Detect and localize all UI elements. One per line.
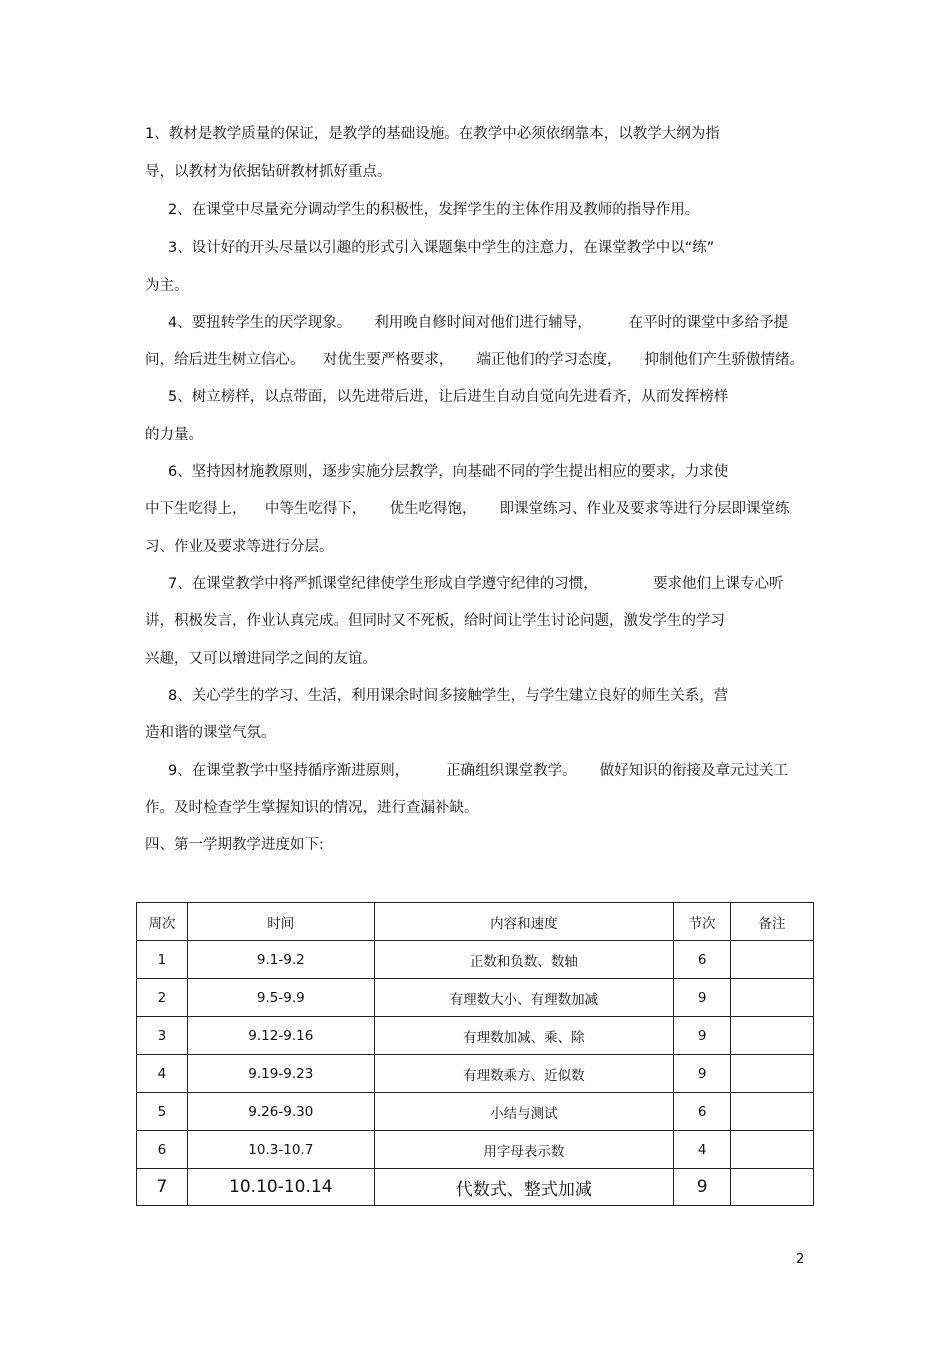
para-9-line-1: 9、在课堂教学中坚持循序渐进原则， 正确组织课堂教学。 做好知识的衔接及章元过关工 — [168, 763, 789, 779]
cell-sessions: 9 — [674, 979, 731, 1017]
cell-week: 3 — [137, 1017, 188, 1055]
para-6-line-2: 中下生吃得上， 中等生吃得下， 优生吃得饱， 即课堂练习、作业及要求等进行分层即课堂练 — [145, 501, 790, 517]
cell-remarks — [731, 1131, 814, 1169]
cell-week: 1 — [137, 941, 188, 979]
page-number: 2 — [796, 1252, 805, 1267]
cell-sessions: 9 — [674, 1017, 731, 1055]
cell-time: 9.12-9.16 — [187, 1017, 374, 1055]
cell-content: 代数式、整式加减 — [374, 1169, 674, 1206]
cell-time: 10.3-10.7 — [187, 1131, 374, 1169]
table-row — [137, 979, 814, 1017]
cell-week: 7 — [137, 1169, 188, 1206]
cell-time: 9.26-9.30 — [187, 1093, 374, 1131]
cell-remarks — [731, 1017, 814, 1055]
cell-remarks — [731, 1055, 814, 1093]
table-row — [137, 1017, 814, 1055]
cell-sessions: 6 — [674, 1093, 731, 1131]
cell-remarks — [731, 1093, 814, 1131]
para-2-line-1: 2、在课堂中尽量充分调动学生的积极性，发挥学生的主体作用及教师的指导作用。 — [168, 202, 700, 218]
cell-content: 有理数大小、有理数加减 — [374, 979, 674, 1017]
header-sessions: 节次 — [674, 903, 731, 941]
cell-time: 9.19-9.23 — [187, 1055, 374, 1093]
para-7-line-2: 讲，积极发言，作业认真完成。但同时又不死板，给时间让学生讨论问题，激发学生的学习 — [145, 613, 725, 629]
para-8-line-1: 8、关心学生的学习、生活，利用课余时间多接触学生，与学生建立良好的师生关系，营 — [168, 688, 729, 704]
header-time: 时间 — [187, 903, 374, 941]
cell-sessions: 9 — [674, 1055, 731, 1093]
cell-time: 9.5-9.9 — [187, 979, 374, 1017]
para-1-line-1: 1、教材是教学质量的保证，是教学的基础设施。在教学中必须依纲靠本，以教学大纲为指 — [145, 126, 720, 142]
table-row — [137, 1093, 814, 1131]
cell-time: 9.1-9.2 — [187, 941, 374, 979]
para-3-line-2: 为主。 — [145, 278, 189, 294]
para-4-line-1: 4、要扭转学生的厌学现象。 利用晚自修时间对他们进行辅导， 在平时的课堂中多给予提 — [168, 315, 789, 331]
cell-sessions: 4 — [674, 1131, 731, 1169]
cell-week: 6 — [137, 1131, 188, 1169]
schedule-table — [136, 902, 814, 1206]
para-6-line-1: 6、坚持因材施教原则，逐步实施分层教学，向基础不同的学生提出相应的要求，力求使 — [168, 464, 729, 480]
cell-content: 正数和负数、数轴 — [374, 941, 674, 979]
cell-remarks — [731, 941, 814, 979]
table-row — [137, 1131, 814, 1169]
para-1-line-2: 导，以教材为依据钻研教材抓好重点。 — [145, 164, 392, 180]
table-row — [137, 941, 814, 979]
para-6-line-3: 习、作业及要求等进行分层。 — [145, 539, 334, 555]
cell-week: 5 — [137, 1093, 188, 1131]
cell-content: 有理数加减、乘、除 — [374, 1017, 674, 1055]
para-5-line-2: 的力量。 — [145, 427, 203, 443]
section-heading: 四、第一学期教学进度如下: — [145, 837, 324, 853]
table-header-row — [137, 903, 814, 941]
table-row — [137, 1169, 814, 1206]
cell-remarks — [731, 979, 814, 1017]
cell-sessions: 6 — [674, 941, 731, 979]
cell-content: 小结与测试 — [374, 1093, 674, 1131]
para-8-line-2: 造和谐的课堂气氛。 — [145, 725, 276, 741]
para-3-line-1: 3、设计好的开头尽量以引趣的形式引入课题集中学生的注意力，在课堂教学中以“练” — [168, 240, 715, 256]
para-5-line-1: 5、树立榜样，以点带面，以先进带后进，让后进生自动自觉向先进看齐，从而发挥榜样 — [168, 389, 729, 405]
header-remarks: 备注 — [731, 903, 814, 941]
cell-sessions: 9 — [674, 1169, 731, 1206]
header-week: 周次 — [137, 903, 188, 941]
para-9-line-2: 作。及时检查学生掌握知识的情况，进行查漏补缺。 — [145, 800, 479, 816]
cell-content: 有理数乘方、近似数 — [374, 1055, 674, 1093]
cell-content: 用字母表示数 — [374, 1131, 674, 1169]
header-content: 内容和速度 — [374, 903, 674, 941]
cell-week: 2 — [137, 979, 188, 1017]
cell-week: 4 — [137, 1055, 188, 1093]
table-row — [137, 1055, 814, 1093]
para-7-line-1: 7、在课堂教学中将严抓课堂纪律使学生形成自学遵守纪律的习惯， 要求他们上课专心听 — [168, 576, 784, 592]
cell-time: 10.10-10.14 — [187, 1169, 374, 1206]
para-7-line-3: 兴趣，又可以增进同学之间的友谊。 — [145, 651, 377, 667]
para-4-line-2: 问，给后进生树立信心。 对优生要严格要求， 端正他们的学习态度， 抑制他们产生骄傲情绪。 — [145, 352, 805, 368]
cell-remarks — [731, 1169, 814, 1206]
